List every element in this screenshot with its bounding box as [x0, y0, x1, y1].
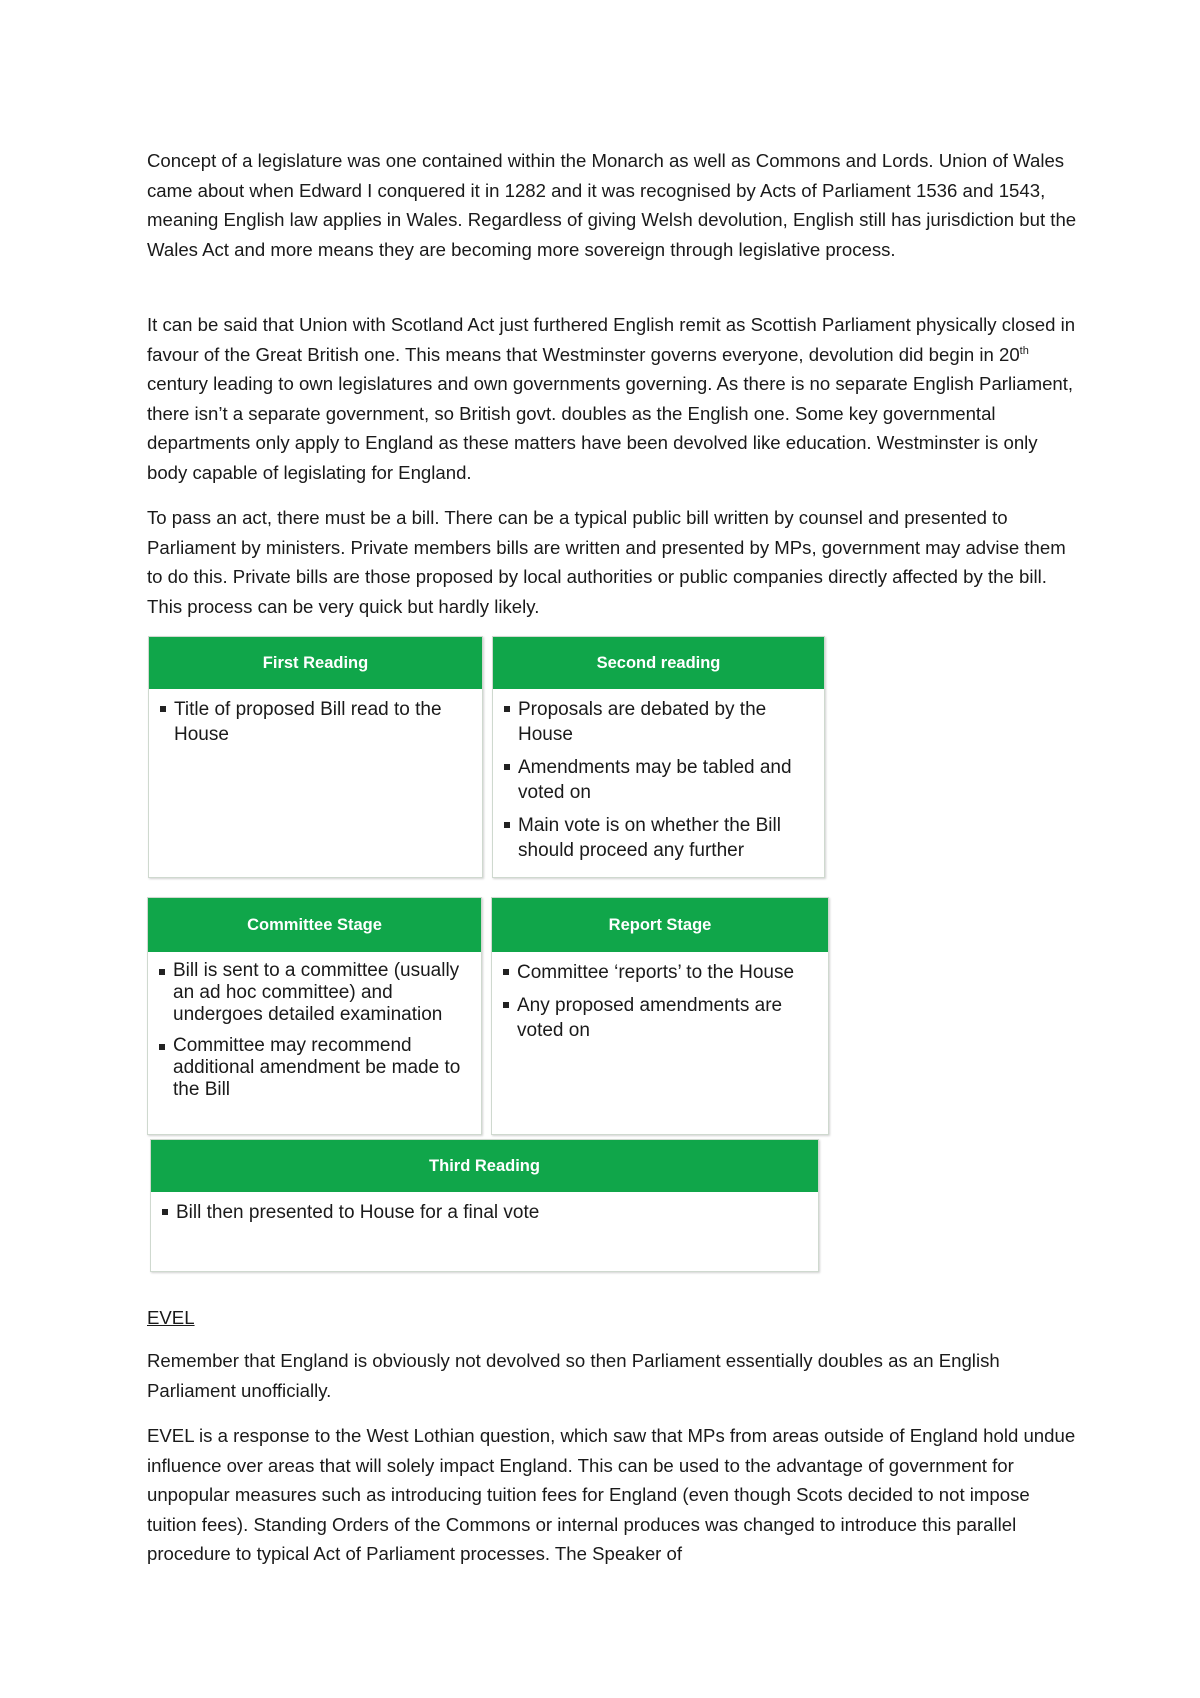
- list-item: Committee may recommend additional amendment be made to the Bill: [158, 1035, 471, 1101]
- report-stage-box: [491, 897, 829, 1135]
- paragraph-england-not-devolved: Remember that England is obviously not devolved so then Parliament essentially doubles as an English Parliament unofficially.: [147, 1350, 1000, 1401]
- box-title: Third Reading: [151, 1140, 818, 1192]
- paragraph-union-with-scotland: [147, 310, 1077, 487]
- paragraph-text: century leading to own legislatures and own governments governing. As there is no separate English Parliament, there isn’t a separate government, so British govt. doubles as the English one. Some key governmental departments only apply to England as these matters have been devolved like education. Westminster is only body capable of legislating for England.: [147, 373, 1074, 483]
- list-item: Bill then presented to House for a final vote: [161, 1200, 808, 1225]
- paragraph-passing-an-act: To pass an act, there must be a bill. There can be a typical public bill written by counsel and presented to Parliament by ministers. Private members bills are written and presented by MPs, government may advise them to do this. Private bills are those proposed by local authorities or public companies directly affected by the bill. This process can be very quick but hardly likely.: [147, 507, 1066, 617]
- paragraph-west-lothian: EVEL is a response to the West Lothian question, which saw that MPs from areas outside of England hold undue influence over areas that will solely impact England. This can be used to the advantage of government for unpopular measures such as introducing tuition fees for England (even though Scots decided to not impose tuition fees). Standing Orders of the Commons or internal produces was changed to introduce this parallel procedure to typical Act of Parliament processes. The Speaker of: [147, 1425, 1076, 1564]
- list-item: Any proposed amendments are voted on: [502, 993, 818, 1043]
- third-reading-box: [150, 1139, 819, 1272]
- list-item: Amendments may be tabled and voted on: [503, 755, 814, 805]
- second-reading-box: [492, 636, 825, 878]
- committee-stage-box: [147, 897, 482, 1135]
- box-title: Report Stage: [492, 898, 828, 952]
- paragraph-union-of-wales: Concept of a legislature was one contained within the Monarch as well as Commons and Lords. Union of Wales came about when Edward I conquered it in 1282 and it was recognised by Acts of Parliament 1536 and 1543, meaning English law applies in Wales. Regardless of giving Welsh devolution, English still has jurisdiction but the Wales Act and more means they are becoming more sovereign through legislative process.: [147, 150, 1077, 260]
- list-item: Proposals are debated by the House: [503, 697, 814, 747]
- list-item: Bill is sent to a committee (usually an ad hoc committee) and undergoes detailed examination: [158, 960, 471, 1026]
- section-heading-evel: EVEL: [147, 1307, 195, 1328]
- box-title: Committee Stage: [148, 898, 481, 952]
- box-title: Second reading: [493, 637, 824, 689]
- box-title: First Reading: [149, 637, 482, 689]
- list-item: Title of proposed Bill read to the House: [159, 697, 472, 747]
- list-item: Committee ‘reports’ to the House: [502, 960, 818, 985]
- list-item: Main vote is on whether the Bill should proceed any further: [503, 813, 814, 863]
- first-reading-box: [148, 636, 483, 878]
- paragraph-text: It can be said that Union with Scotland Act just furthered English remit as Scottish Parliament physically closed in favour of the Great British one. This means that Westminster governs everyone, devolution did begin in 20: [147, 314, 1076, 365]
- superscript: th: [1019, 344, 1029, 357]
